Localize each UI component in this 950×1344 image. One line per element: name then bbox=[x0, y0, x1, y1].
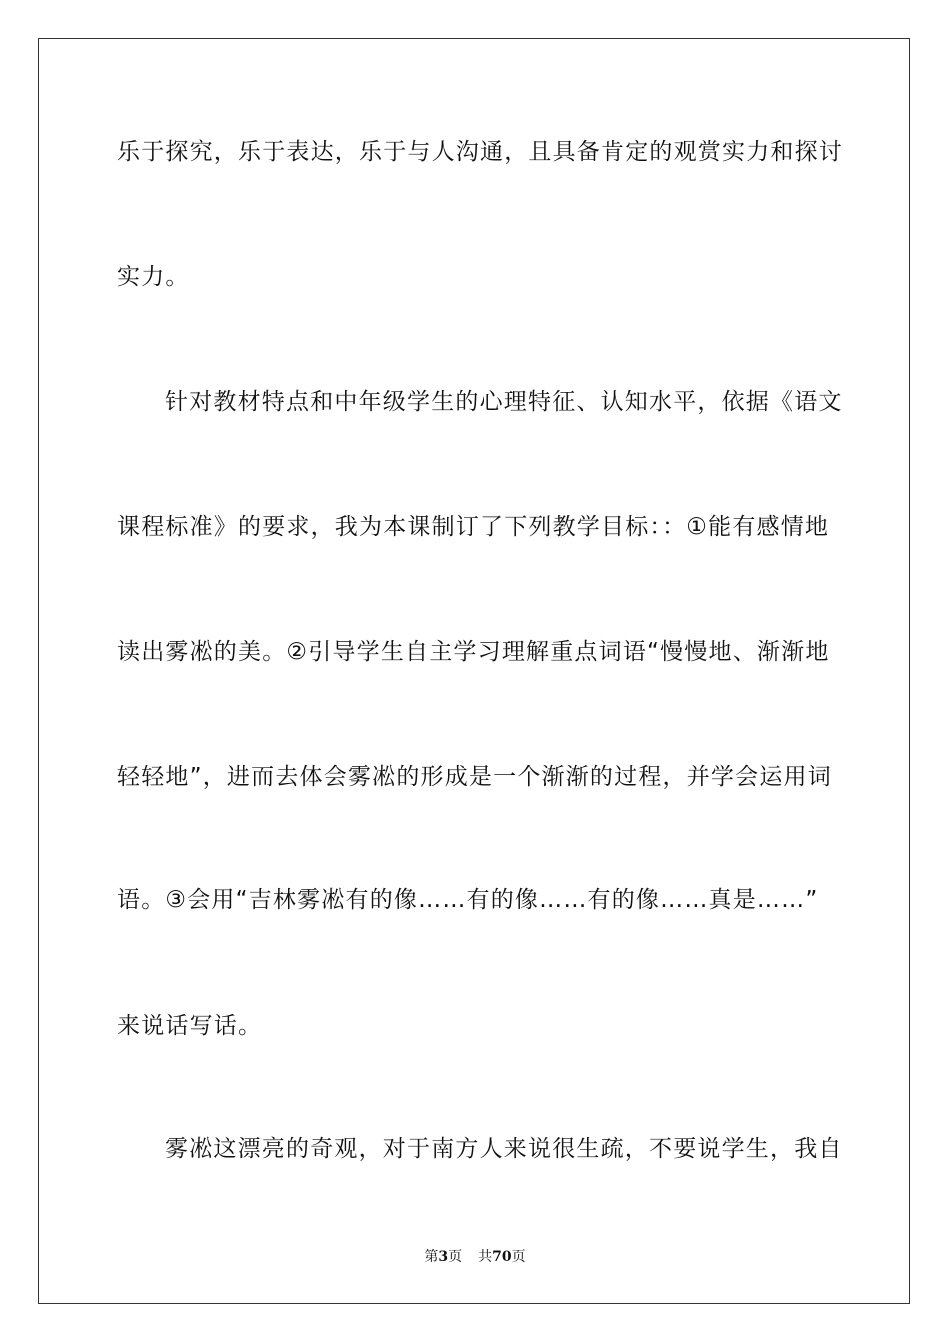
page-prefix: 第 bbox=[424, 1249, 439, 1265]
page-number: 3 bbox=[438, 1249, 449, 1265]
text-line: 轻轻地”，进而去体会雾凇的形成是一个渐渐的过程，并学会运用词 bbox=[117, 764, 832, 790]
text-line: 针对教材特点和中年级学生的心理特征、认知水平，依据《语文 bbox=[165, 389, 843, 415]
total-suffix: 页 bbox=[511, 1249, 526, 1265]
text-line: 乐于探究，乐于表达，乐于与人沟通，且具备肯定的观赏实力和探讨 bbox=[117, 139, 843, 165]
total-pages: 70 bbox=[492, 1249, 512, 1265]
text-line: 实力。 bbox=[117, 264, 190, 290]
text-line: 读出雾凇的美。②引导学生自主学习理解重点词语“慢慢地、渐渐地 bbox=[117, 639, 830, 665]
total-prefix: 共 bbox=[478, 1249, 493, 1265]
page-footer bbox=[0, 1248, 950, 1266]
text-line: 语。③会用“吉林雾凇有的像……有的像……有的像……真是……” bbox=[117, 887, 819, 913]
page-suffix: 页 bbox=[448, 1249, 463, 1265]
text-line: 雾凇这漂亮的奇观，对于南方人来说很生疏，不要说学生，我自 bbox=[165, 1136, 843, 1162]
text-line: 来说话写话。 bbox=[117, 1013, 263, 1039]
page-border bbox=[38, 38, 910, 1304]
text-line: 课程标准》的要求，我为本课制订了下列教学目标：：①能有感情地 bbox=[117, 514, 830, 540]
